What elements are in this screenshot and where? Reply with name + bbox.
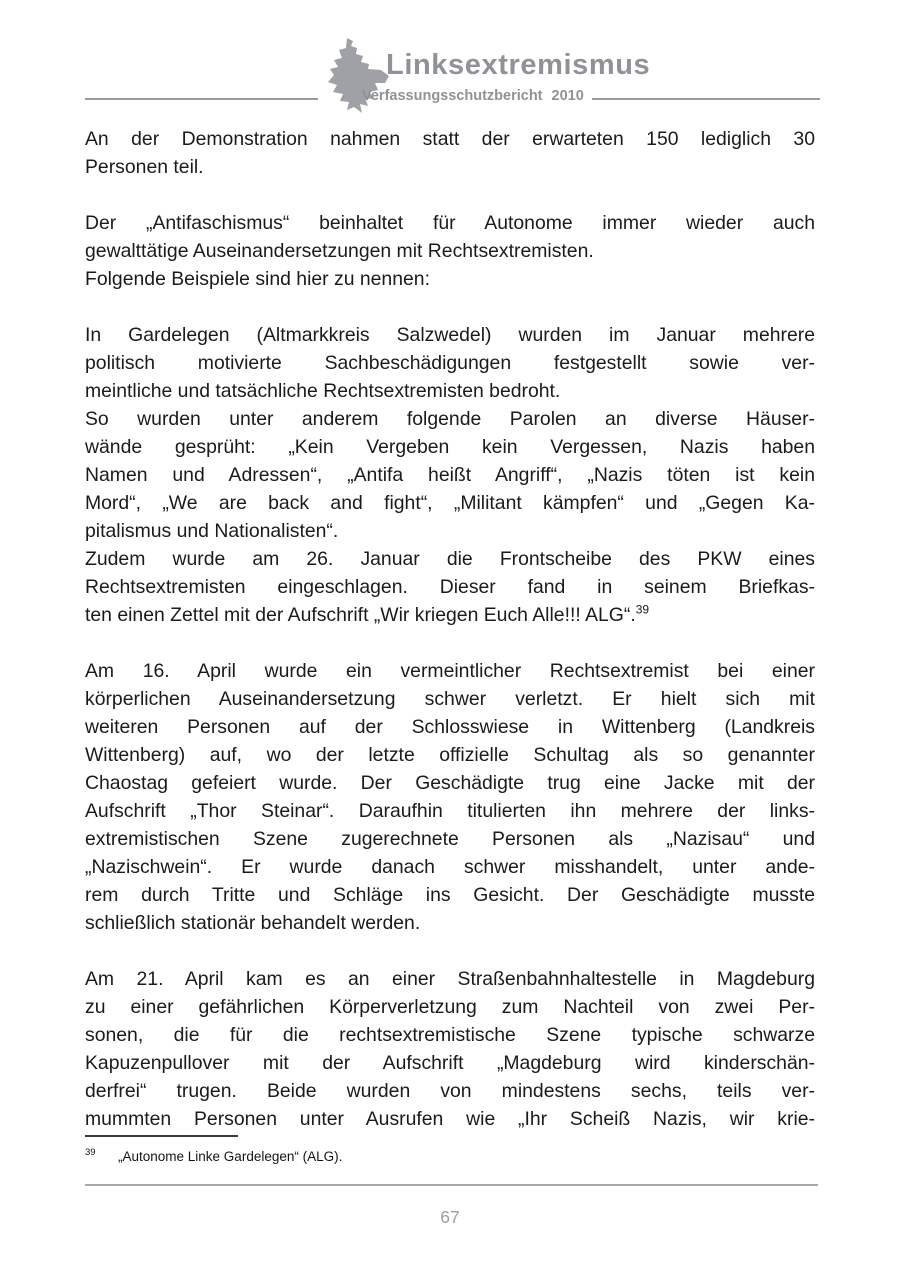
text-line: Wittenberg) auf, wo der letzte offizielle Schultag als so genannter: [85, 744, 815, 766]
text-line: pitalismus und Nationalisten“.: [85, 520, 339, 542]
text-line: gewalttätige Auseinandersetzungen mit Rechtsextremisten.: [85, 240, 594, 262]
text-line: extremistischen Szene zugerechnete Personen als „Nazisau“ und: [85, 828, 815, 850]
footnote-reference: 39: [635, 602, 650, 617]
body-text: [85, 125, 815, 1161]
page-number: 67: [440, 1207, 460, 1227]
text-line: sonen, die für die rechtsextremistische Szene typische schwarze: [85, 1024, 815, 1046]
paragraph: [85, 321, 815, 629]
header-rule-left: [85, 98, 318, 100]
text-line: Rechtsextremisten eingeschlagen. Dieser fand in seinem Briefkas-: [85, 576, 815, 598]
text-line: So wurden unter anderem folgende Parolen an diverse Häuser-: [85, 408, 815, 430]
text-line: weiteren Personen auf der Schlosswiese in Wittenberg (Landkreis: [85, 716, 815, 738]
footer-rule: [85, 1184, 818, 1186]
paragraph: [85, 965, 815, 1133]
text-line: Chaostag gefeiert wurde. Der Geschädigte trug eine Jacke mit der: [85, 772, 815, 794]
report-section-title: Linksextremismus: [386, 49, 651, 81]
text-line: wände gesprüht: „Kein Vergeben kein Vergessen, Nazis haben: [85, 436, 815, 458]
text-line: Mord“, „We are back and fight“, „Militant kämpfen“ und „Gegen Ka-: [85, 492, 815, 514]
text-line: mummten Personen unter Ausrufen wie „Ihr Scheiß Nazis, wir krie-: [85, 1108, 815, 1130]
text-line: In Gardelegen (Altmarkkreis Salzwedel) wurden im Januar mehrere: [85, 324, 815, 346]
saxony-anhalt-map-icon: [321, 36, 393, 116]
text-line: Folgende Beispiele sind hier zu nennen:: [85, 268, 430, 290]
text-line: Personen teil.: [85, 156, 204, 178]
footnote-marker: 39: [85, 1147, 96, 1158]
text-line: politisch motivierte Sachbeschädigungen festgestellt sowie ver-: [85, 352, 815, 374]
text-line: zu einer gefährlichen Körperverletzung zum Nachteil von zwei Per-: [85, 996, 815, 1018]
footnote-text: „Autonome Linke Gardelegen“ (ALG).: [118, 1149, 343, 1164]
text-line: meintliche und tatsächliche Rechtsextremisten bedroht.: [85, 380, 561, 402]
text-line: körperlichen Auseinandersetzung schwer verletzt. Er hielt sich mit: [85, 688, 815, 710]
header-rule-right: [592, 98, 820, 100]
text-line-fragment: ten einen Zettel mit der Aufschrift „Wir kriegen Euch Alle!!! ALG“.: [85, 604, 636, 626]
text-line: Der „Antifaschismus“ beinhaltet für Autonome immer wieder auch: [85, 212, 815, 234]
text-line: „Nazischwein“. Er wurde danach schwer misshandelt, unter ande-: [85, 856, 815, 878]
text-line: [85, 601, 815, 629]
text-line: schließlich stationär behandelt werden.: [85, 912, 421, 934]
text-line: Am 21. April kam es an einer Straßenbahnhaltestelle in Magdeburg: [85, 968, 815, 990]
text-line: Namen und Adressen“, „Antifa heißt Angriff“, „Nazis töten ist kein: [85, 464, 815, 486]
paragraph: [85, 657, 815, 937]
paragraph: [85, 209, 815, 293]
text-line: Aufschrift „Thor Steinar“. Daraufhin titulierten ihn mehrere der links-: [85, 800, 815, 822]
report-subtitle: Verfassungsschutzbericht 2010: [362, 88, 584, 104]
text-line: derfrei“ trugen. Beide wurden von mindestens sechs, teils ver-: [85, 1080, 815, 1102]
text-line: Zudem wurde am 26. Januar die Frontscheibe des PKW eines: [85, 548, 815, 570]
text-line: Kapuzenpullover mit der Aufschrift „Magdeburg wird kinderschän-: [85, 1052, 815, 1074]
footnote-divider: [85, 1135, 238, 1137]
paragraph: [85, 125, 815, 181]
text-line: An der Demonstration nahmen statt der erwarteten 150 lediglich 30: [85, 128, 815, 150]
text-line: Am 16. April wurde ein vermeintlicher Rechtsextremist bei einer: [85, 660, 815, 682]
text-line: rem durch Tritte und Schläge ins Gesicht. Der Geschädigte musste: [85, 884, 815, 906]
